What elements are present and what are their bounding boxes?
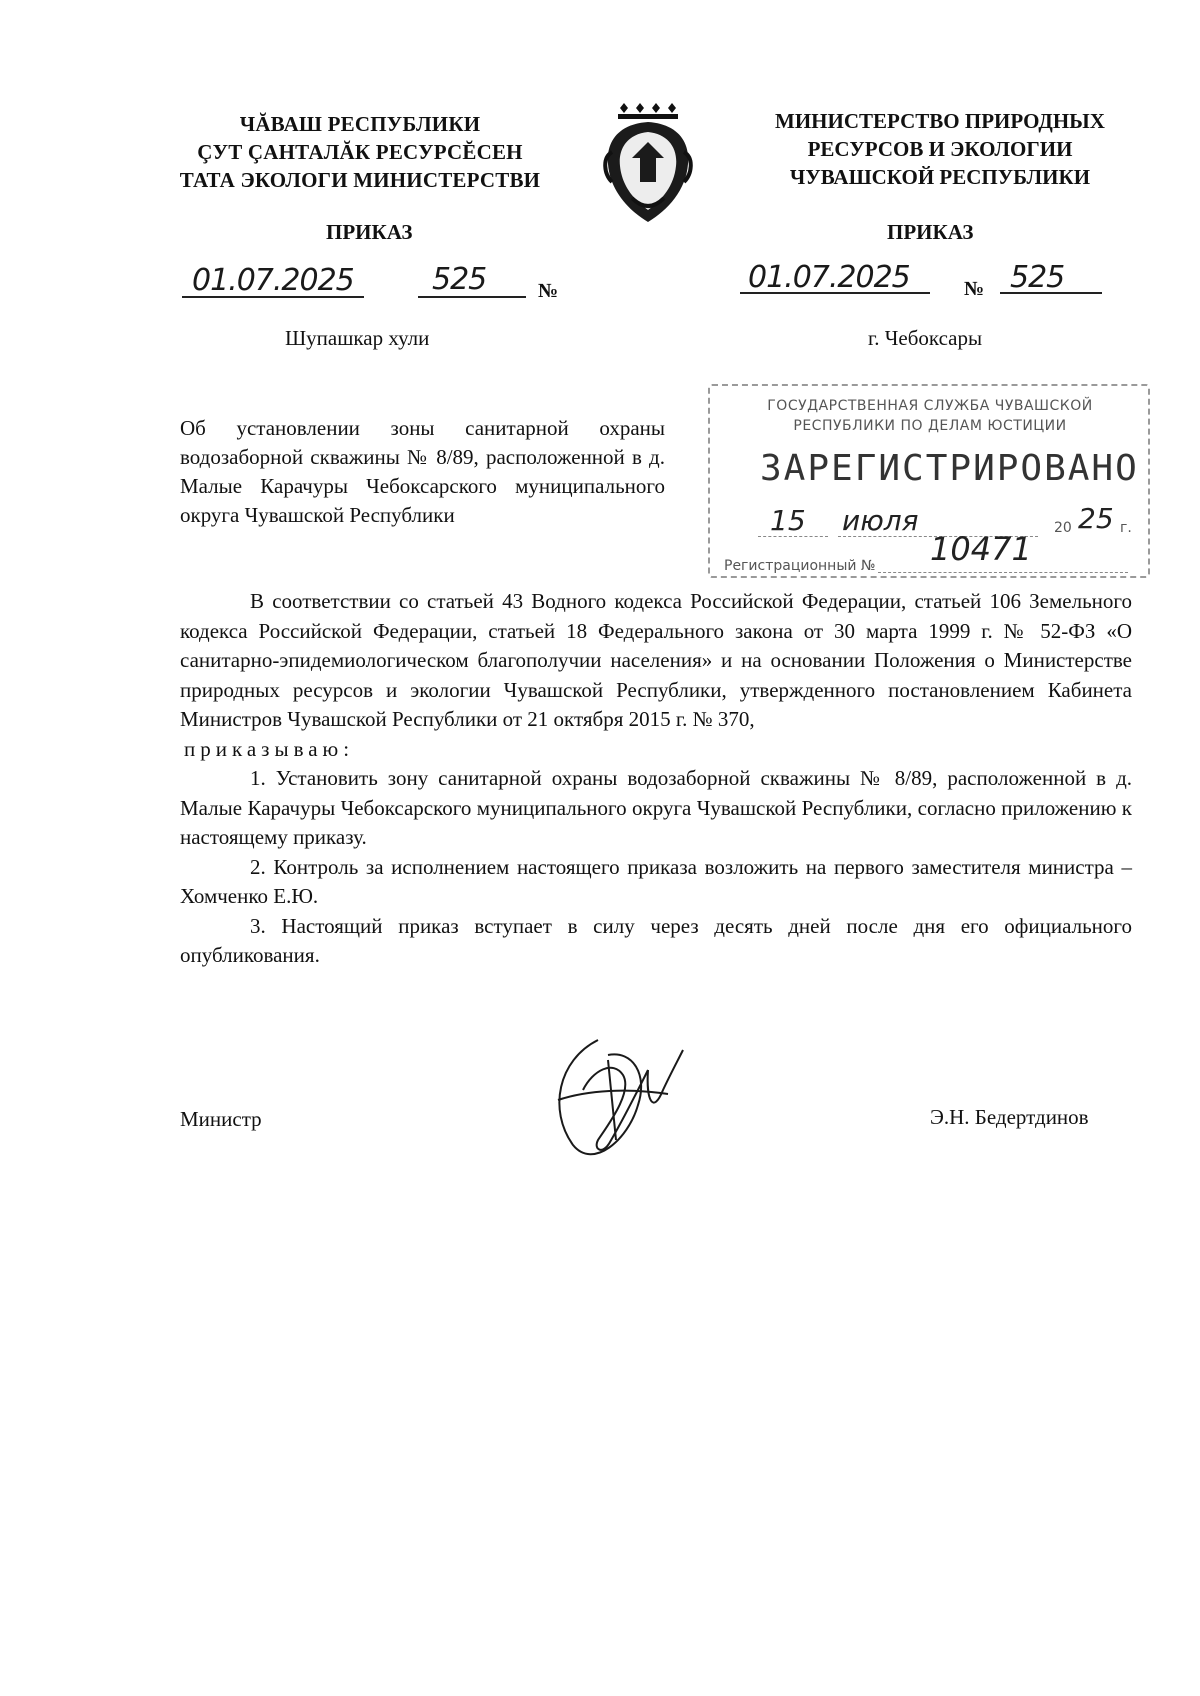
stamp-status: ЗАРЕГИСТРИРОВАНО [760, 448, 1139, 489]
registration-stamp [708, 384, 1150, 578]
header-left-line-2: ÇУТ ÇАНТАЛĂК РЕСУРСĔСЕН [197, 140, 523, 164]
order-number-left: 525 [432, 262, 487, 297]
stamp-reg-label: Регистрационный № [724, 558, 876, 574]
header-russian-ministry [740, 107, 1140, 191]
stamp-reg-number: 10471 [930, 530, 1032, 568]
body-item-1: 1. Установить зону санитарной охраны водозаборной скважины № 8/89, расположенной в д. Малые Карачуры Чебоксарского муниципального округа Чувашской Республики, согласно приложению к настоящему приказу. [180, 766, 1132, 849]
stamp-agency [730, 396, 1130, 436]
body-item-3: 3. Настоящий приказ вступает в силу через десять дней после дня его официального опубликования. [180, 913, 1132, 967]
order-date-left: 01.07.2025 [192, 263, 354, 298]
body-item-2: 2. Контроль за исполнением настоящего приказа возложить на первого заместителя министра – Хомченко Е.Ю. [180, 854, 1132, 908]
number-underline-right [1000, 292, 1102, 294]
header-left-line-1: ЧĂВАШ РЕСПУБЛИКИ [239, 112, 481, 136]
stamp-agency-line-2: РЕСПУБЛИКИ ПО ДЕЛАМ ЮСТИЦИИ [793, 418, 1067, 434]
order-body [180, 587, 1132, 971]
signer-position: Министр [180, 1107, 262, 1131]
header-right-line-3: ЧУВАШСКОЙ РЕСПУБЛИКИ [789, 165, 1091, 189]
city-russian: г. Чебоксары [868, 326, 983, 350]
handwritten-signature-icon [538, 1030, 688, 1165]
num-sign-right: № [964, 278, 985, 300]
stamp-year-unit: г. [1120, 520, 1132, 536]
header-chuvash-ministry [150, 110, 570, 194]
order-title-left: ПРИКАЗ [326, 220, 413, 244]
stamp-year-prefix: 20 [1054, 520, 1072, 536]
body-preamble: В соответствии со статьей 43 Водного кодекса Российской Федерации, статьей 106 Земельного кодекса Российской Федерации, статьей 18 Федерального закона от 30 марта 1999 г. № 52-ФЗ «О санитарно-эпидемиологическом благополучии населения» и на основании Положения о Министерстве природных ресурсов и экологии Чувашской Республики, утвержденного постановлением Кабинета Министров Чувашской Республики от 21 октября 2015 г. № 370, [180, 589, 1132, 731]
header-right-line-1: МИНИСТЕРСТВО ПРИРОДНЫХ [775, 109, 1105, 133]
header-right-line-2: РЕСУРСОВ И ЭКОЛОГИИ [807, 137, 1073, 161]
stamp-year-suffix: 25 [1078, 502, 1114, 535]
header-left-line-3: ТАТА ЭКОЛОГИ МИНИСТЕРСТВИ [179, 168, 541, 192]
stamp-day-line [758, 536, 828, 537]
stamp-reg-line [878, 572, 1128, 573]
city-chuvash: Шупашкар хули [285, 326, 430, 350]
number-underline-left [418, 296, 526, 298]
order-number-right: 525 [1010, 260, 1065, 295]
date-underline-left [182, 296, 364, 298]
date-underline-right [740, 292, 930, 294]
body-order-word: приказываю: [184, 736, 355, 761]
num-sign-left: № [538, 280, 559, 302]
chuvash-coat-of-arms-icon [598, 102, 698, 226]
signer-name: Э.Н. Бедертдинов [930, 1105, 1089, 1129]
stamp-agency-line-1: ГОСУДАРСТВЕННАЯ СЛУЖБА ЧУВАШСКОЙ [767, 398, 1093, 414]
stamp-day: 15 [770, 504, 806, 537]
order-subject: Об установлении зоны санитарной охраны водозаборной скважины № 8/89, расположенной в д. Малые Карачуры Чебоксарского муниципального округа Чувашской Республики [180, 416, 665, 527]
stamp-month: июля [842, 504, 919, 537]
order-title-right: ПРИКАЗ [887, 220, 974, 244]
order-date-right: 01.07.2025 [748, 260, 910, 295]
